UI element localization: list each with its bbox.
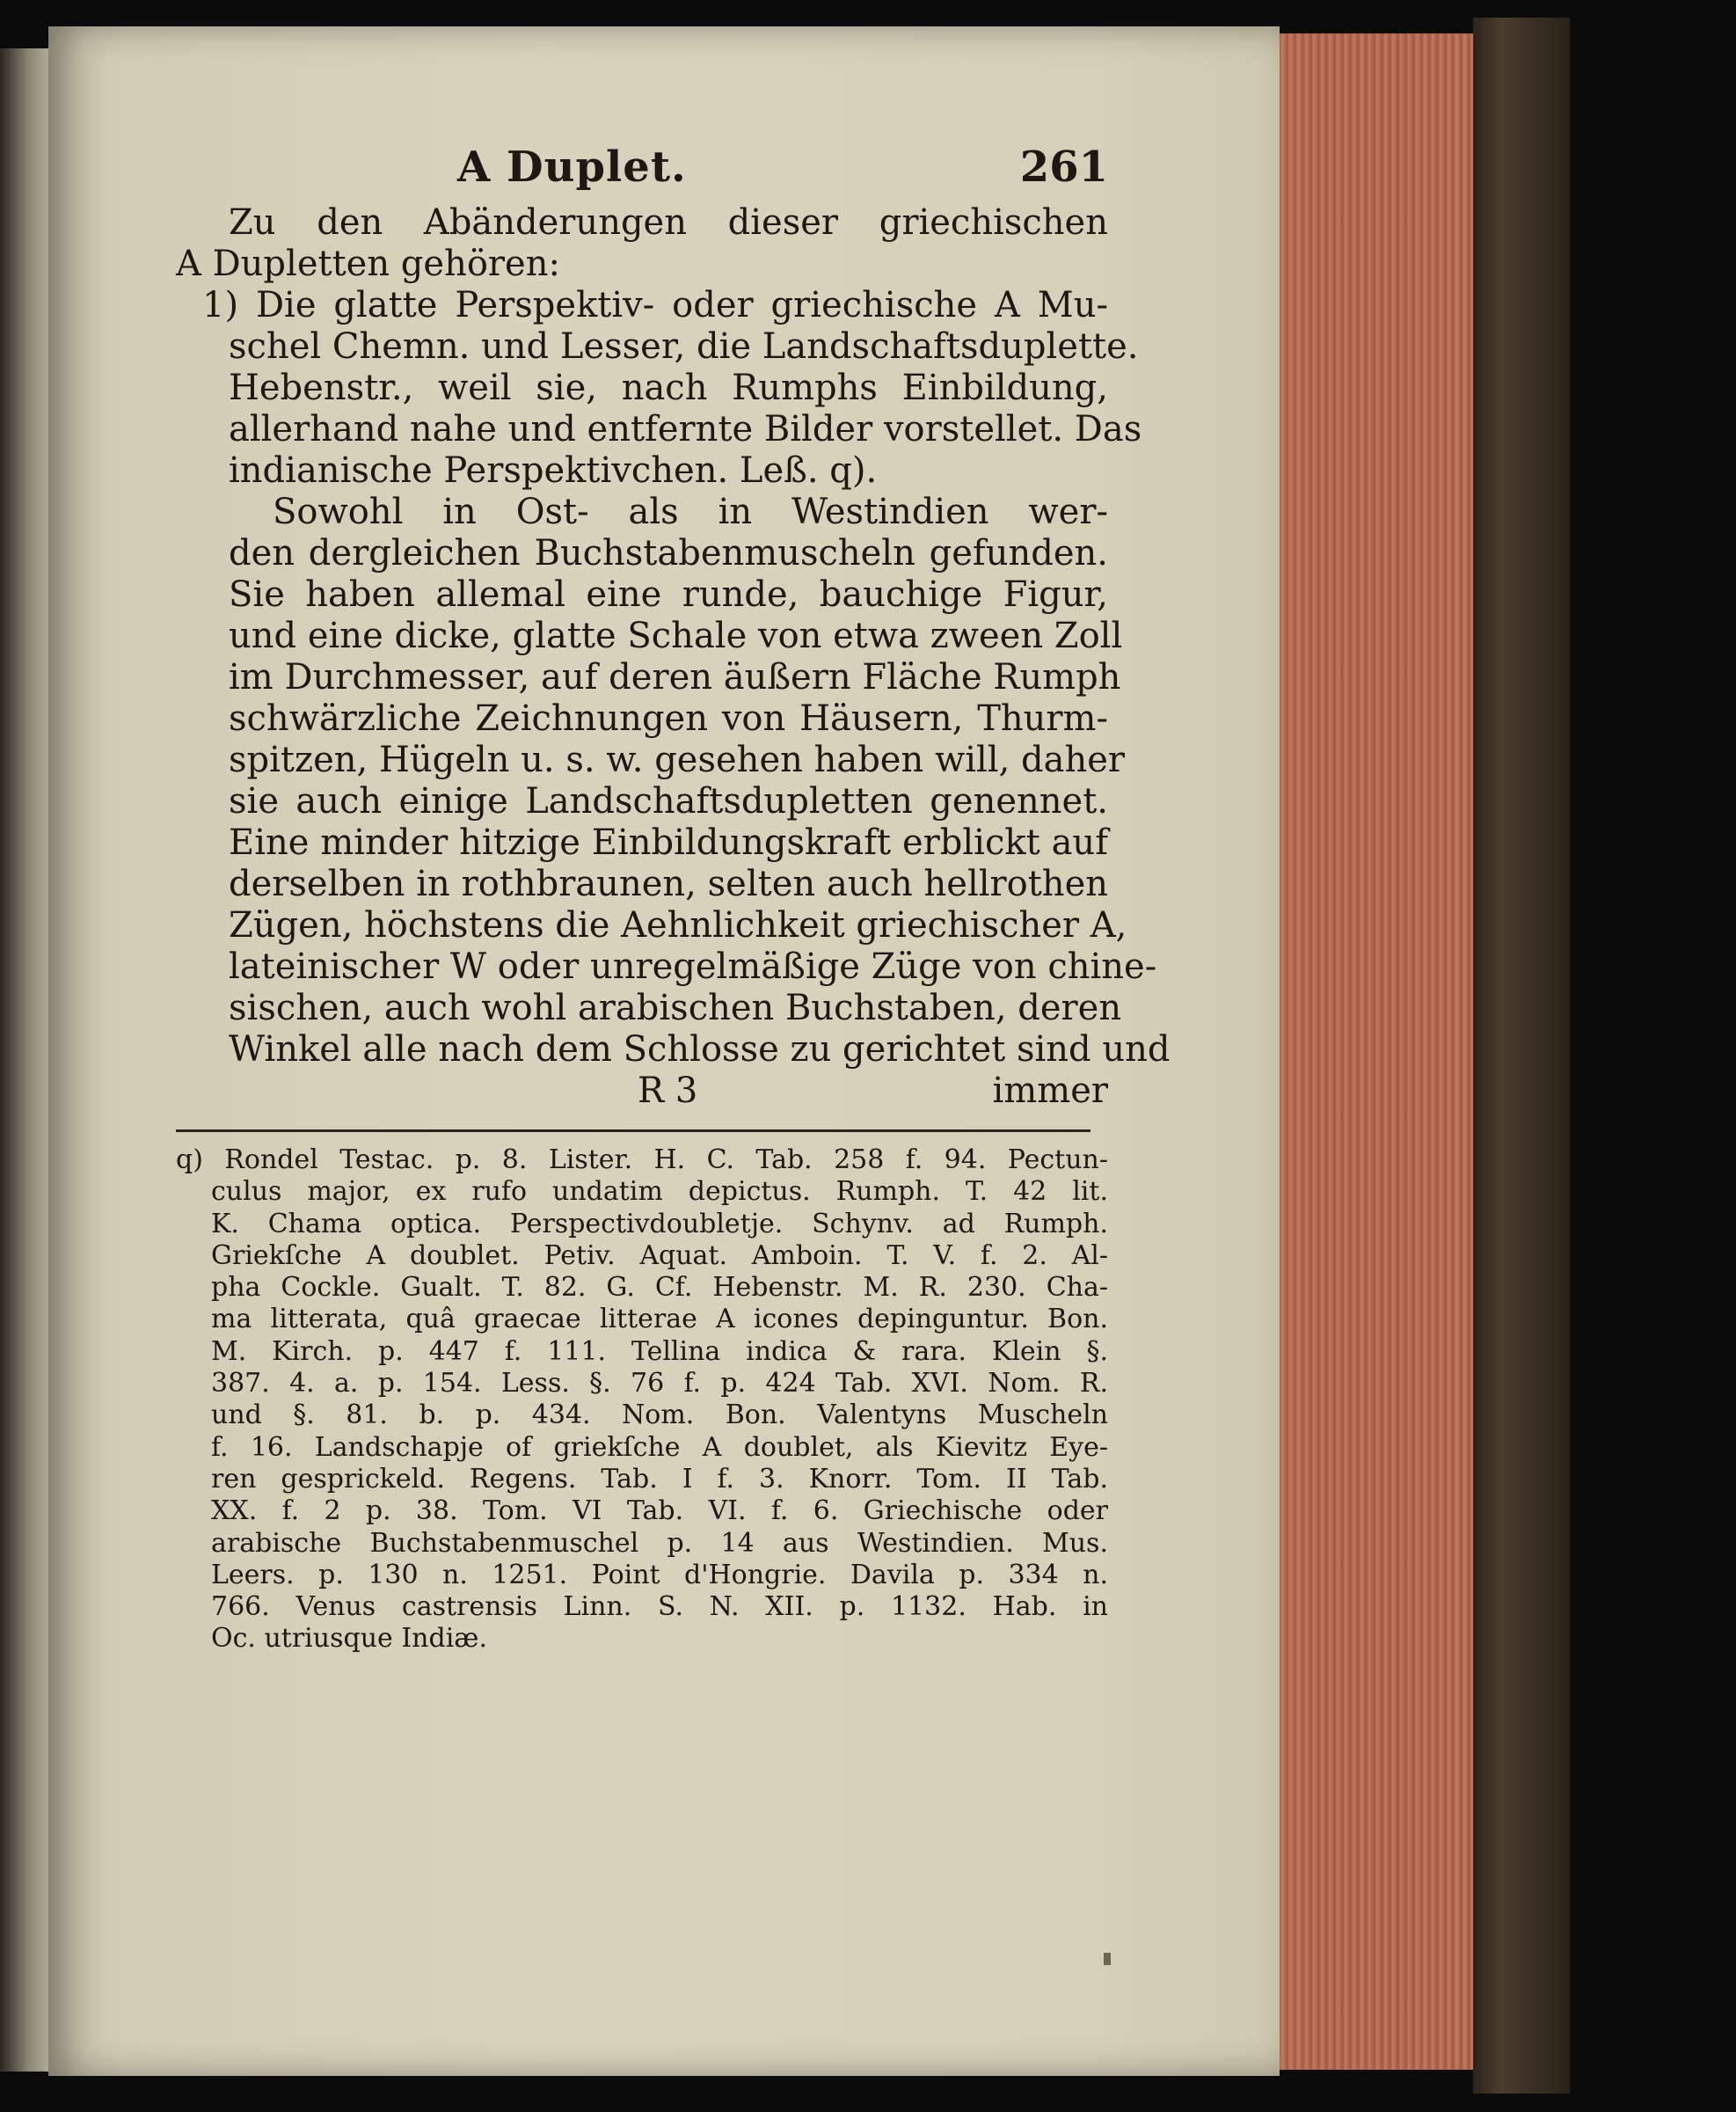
catchword: immer — [992, 1071, 1108, 1111]
red-page-edges — [1280, 33, 1473, 2070]
body-line: schwärzliche Zeichnungen von Häusern, Thurm- — [229, 698, 1108, 739]
body-line: den dergleichen Buchstabenmuscheln gefunden. — [229, 533, 1108, 574]
footnote-line: culus major, ex rufo undatim depictus. Rumph. T. 42 lit. — [211, 1176, 1108, 1208]
body-line: lateinischer W oder unregelmäßige Züge von chine- — [229, 946, 1157, 987]
footnote-line: M. Kirch. p. 447 f. 111. Tellina indica & rara. Klein §. — [211, 1335, 1108, 1367]
body-line: Hebenstr., weil sie, nach Rumphs Einbildung, — [229, 368, 1108, 408]
footnote-line: ma litterata, quâ graecae litterae A icones depinguntur. Bon. — [211, 1304, 1108, 1335]
footnote-line: q) Rondel Testac. p. 8. Lister. H. C. Tab. 258 f. 94. Pectun- — [176, 1144, 1108, 1175]
body-line: schel Chemn. und Lesser, die Landschaftsduplette. — [229, 326, 1139, 367]
previous-page-edge — [0, 48, 53, 2072]
body-line: und eine dicke, glatte Schale von etwa zween Zoll — [229, 616, 1123, 656]
footnote-line: ren gesprickeld. Regens. Tab. I f. 3. Knorr. Tom. II Tab. — [211, 1463, 1108, 1494]
body-line: Eine minder hitzige Einbildungskraft erblickt auf — [229, 822, 1108, 863]
body-line: Sie haben allemal eine runde, bauchige Figur, — [229, 574, 1108, 615]
footnote-line: f. 16. Landschapje of griekſche A doublet, als Kievitz Eye- — [211, 1431, 1108, 1463]
body-line: derselben in rothbraunen, selten auch hellrothen — [229, 864, 1108, 904]
footnote-line: XX. f. 2 p. 38. Tom. VI Tab. VI. f. 6. Griechische oder — [211, 1495, 1108, 1527]
footnote-line: 766. Venus castrensis Linn. S. N. XII. p. 1132. Hab. in — [211, 1591, 1108, 1623]
ink-spot — [1104, 1953, 1111, 1965]
body-line: Winkel alle nach dem Schlosse zu gerichtet sind und — [229, 1029, 1171, 1070]
running-head — [176, 132, 1108, 202]
body-line: sischen, auch wohl arabischen Buchstaben, deren — [229, 988, 1122, 1028]
catch-line — [176, 1071, 1108, 1112]
body-text — [176, 202, 1171, 1112]
body-line: sie auch einige Landschaftsdupletten genennet. — [229, 781, 1108, 822]
footnote-line: K. Chama optica. Perspectivdoubletje. Schynv. ad Rumph. — [211, 1208, 1108, 1239]
footnote-line: Leers. p. 130 n. 1251. Point d'Hongrie. Davila p. 334 n. — [211, 1559, 1108, 1590]
book-cover — [1473, 18, 1570, 2094]
footnote-line: arabische Buchstabenmuschel p. 14 aus Westindien. Mus. — [211, 1527, 1108, 1559]
footnote-line: Oc. utriusque Indiæ. — [211, 1623, 488, 1655]
body-line: spitzen, Hügeln u. s. w. gesehen haben will, daher — [229, 740, 1126, 780]
text-block — [176, 132, 1171, 1655]
footnote-line: 387. 4. a. p. 154. Less. §. 76 f. p. 424 Tab. XVI. Nom. R. — [211, 1368, 1108, 1399]
body-line: indianische Perspektivchen. Leß. q). — [229, 450, 878, 491]
footnote-line: und §. 81. b. p. 434. Nom. Bon. Valentyns Muscheln — [211, 1399, 1108, 1431]
signature-mark: R 3 — [638, 1071, 698, 1111]
page-number: 261 — [1019, 143, 1108, 192]
running-title: A Duplet. — [457, 143, 687, 192]
body-line: A Dupletten gehören: — [176, 244, 560, 284]
body-line: allerhand nahe und entfernte Bilder vorstellet. Das — [229, 409, 1142, 449]
body-line: Sowohl in Ost- als in Westindien wer- — [273, 492, 1108, 532]
footnote-line: Griekſche A doublet. Petiv. Aquat. Amboin. T. V. f. 2. Al- — [211, 1239, 1108, 1271]
body-line: im Durchmesser, auf deren äußern Fläche Rumph — [229, 657, 1121, 698]
footnote-line: pha Cockle. Gualt. T. 82. G. Cf. Hebenstr. M. R. 230. Cha- — [211, 1272, 1108, 1304]
body-line: 1) Die glatte Perspektiv- oder griechische A Mu- — [202, 285, 1108, 325]
body-line: Zu den Abänderungen dieser griechischen — [229, 202, 1108, 243]
footnote — [176, 1144, 1108, 1655]
body-line: Zügen, höchstens die Aehnlichkeit griechischer A, — [229, 905, 1127, 946]
footnote-rule — [176, 1129, 1090, 1132]
